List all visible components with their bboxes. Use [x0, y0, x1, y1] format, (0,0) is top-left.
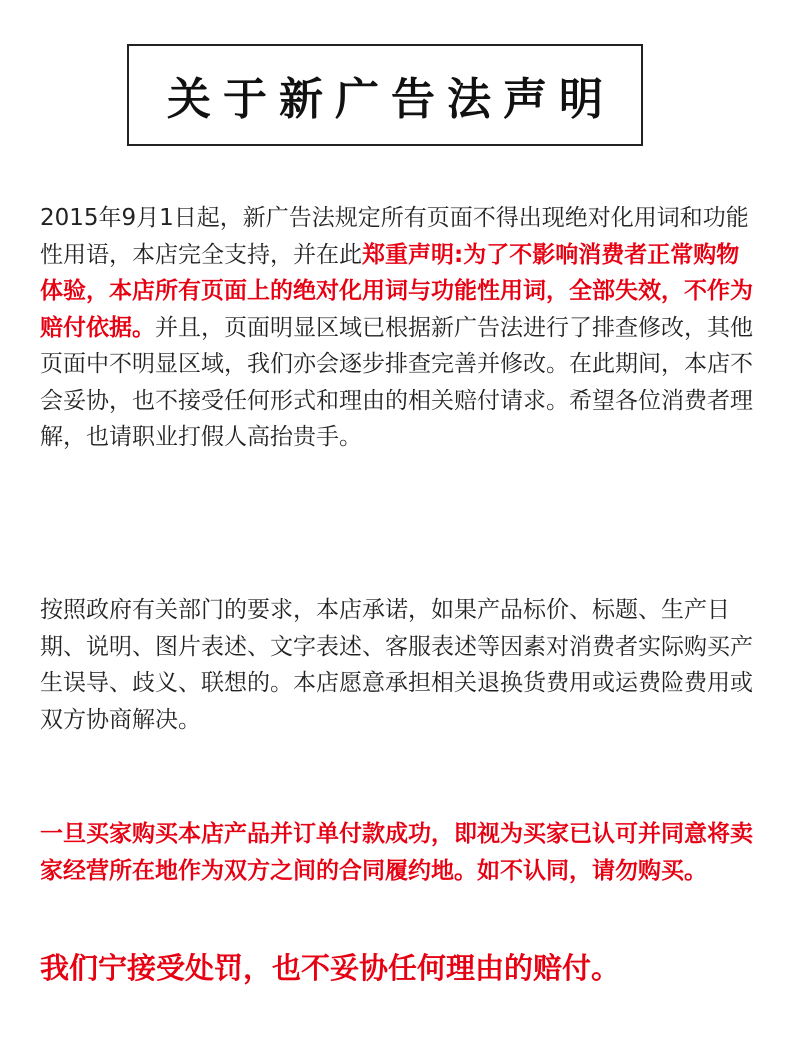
final-statement: 我们宁接受处罚，也不妥协任何理由的赔付。	[40, 951, 621, 985]
page-title: 关于新广告法声明	[167, 74, 615, 125]
paragraph-1-text-a: 2015年9月1日起，新广告法规定所有页面不得出现绝对化用词和功能性用语，本店完全支持，并在此	[40, 205, 749, 268]
paragraph-1-text-b: 并且，页面明显区域已根据新广告法进行了排查修改，其他页面中不明显区域，我们亦会逐步排查完善并修改。在此期间，本店不会妥协，也不接受任何形式和理由的相关赔付请求。希望各位消费者理解，也请职业打假人高抬贵手。	[40, 314, 753, 450]
statement-paragraph-2: 按照政府有关部门的要求，本店承诺，如果产品标价、标题、生产日期、说明、图片表述、文字表述、客服表述等因素对消费者实际购买产生误导、歧义、联想的。本店愿意承担相关退换货费用或运费险费用或双方协商解决。	[40, 597, 753, 733]
statement-paragraph-3: 一旦买家购买本店产品并订单付款成功，即视为买家已认可并同意将卖家经营所在地作为双方之间的合同履约地。如不认同，请勿购买。	[40, 821, 753, 884]
paragraph-1-red-highlight: 郑重声明:为了不影响消费者正常购物体验，本店所有页面上的绝对化用词与功能性用词，全部失效，不作为赔付依据。	[40, 241, 753, 341]
title-box	[127, 44, 643, 146]
statement-paragraph-1	[40, 200, 760, 456]
